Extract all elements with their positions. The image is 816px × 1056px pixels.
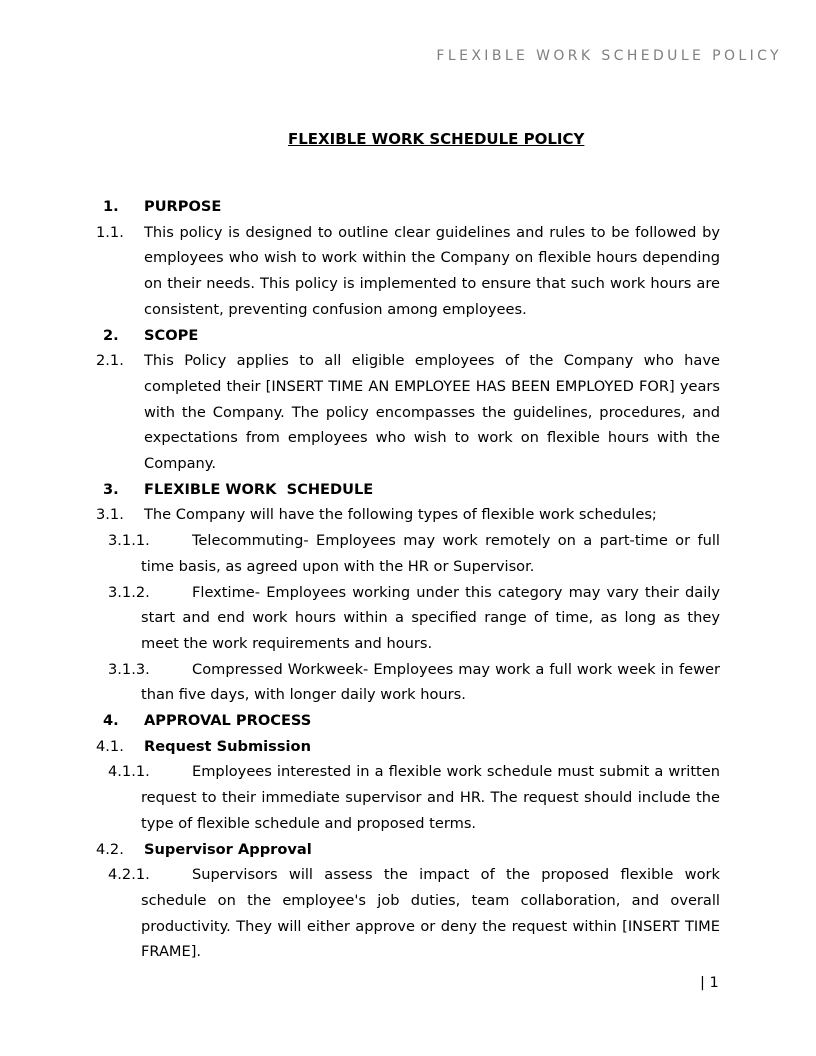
clause-3-1-2	[0, 580, 816, 657]
clause-number: 3.1.1.	[108, 532, 150, 550]
clause-number: 2.1.	[96, 352, 124, 370]
clause-2-1	[0, 348, 816, 477]
clause-number: 4.1.1.	[108, 763, 150, 781]
subsection-heading-supervisor-approval	[0, 837, 816, 863]
section-heading-scope	[0, 323, 816, 349]
clause-text: This Policy applies to all eligible employees of the Company who have completed their [INSERT TIME AN EMPLOYEE HAS BEEN EMPLOYED FOR] years with the Company. The policy encompasses the guidelines, procedures, and expectations from employees who wish to work on flexible hours with the Company.	[144, 352, 720, 473]
clause-1-1	[0, 220, 816, 323]
clause-number: 3.1.2.	[108, 583, 150, 601]
section-heading: PURPOSE	[144, 198, 222, 215]
section-heading-flexible-work-schedule	[0, 477, 816, 503]
clause-3-1	[0, 502, 816, 528]
clause-text: Compressed Workweek- Employees may work a full work week in fewer than five days, with longer daily work hours.	[141, 660, 720, 704]
subsection-heading: Request Submission	[144, 737, 311, 755]
subsection-heading-request-submission	[0, 734, 816, 760]
section-heading: FLEXIBLE WORK SCHEDULE	[144, 480, 374, 498]
clause-number: 1.1.	[96, 223, 124, 241]
clause-number: 4.2.1.	[108, 866, 150, 884]
clause-4-2-1	[0, 862, 816, 965]
section-heading-purpose	[0, 194, 816, 220]
subsection-number: 4.1.	[96, 737, 124, 755]
section-heading: APPROVAL PROCESS	[144, 712, 312, 730]
clause-text: Telecommuting- Employees may work remotely on a part-time or full time basis, as agreed upon with the HR or Supervisor.	[141, 532, 720, 575]
clause-number: 3.1.	[96, 506, 124, 524]
section-heading-approval-process	[0, 708, 816, 734]
section-number: 1.	[103, 198, 119, 215]
subsection-number: 4.2.	[96, 840, 124, 858]
clause-4-1-1	[0, 759, 816, 836]
clause-number: 3.1.3.	[108, 660, 150, 678]
clause-3-1-1	[0, 528, 816, 579]
page-number: | 1	[700, 974, 719, 991]
running-header: FLEXIBLE WORK SCHEDULE POLICY	[436, 48, 782, 64]
clause-text: Employees interested in a flexible work schedule must submit a written request to their immediate supervisor and HR. The request should include the type of flexible schedule and proposed terms.	[141, 763, 720, 832]
clause-text: This policy is designed to outline clear guidelines and rules to be followed by employees who wish to work within the Company on flexible hours depending on their needs. This policy is implemented to ensure that such work hours are consistent, preventing confusion among employees.	[144, 223, 720, 318]
section-number: 4.	[103, 712, 119, 730]
clause-text: The Company will have the following types of flexible work schedules;	[144, 506, 657, 524]
clause-3-1-3	[0, 657, 816, 708]
document-body	[0, 194, 816, 965]
clause-text: Supervisors will assess the impact of the proposed flexible work schedule on the employee's job duties, team collaboration, and overall productivity. They will either approve or deny the request within [INSERT TIME FRAME].	[141, 866, 720, 961]
section-heading: SCOPE	[144, 326, 199, 344]
clause-text: Flextime- Employees working under this category may vary their daily start and end work hours within a specified range of time, as long as they meet the work requirements and hours.	[141, 583, 720, 652]
section-number: 3.	[103, 480, 119, 498]
subsection-heading: Supervisor Approval	[144, 840, 312, 858]
section-number: 2.	[103, 326, 119, 344]
document-title: FLEXIBLE WORK SCHEDULE POLICY	[288, 130, 585, 148]
